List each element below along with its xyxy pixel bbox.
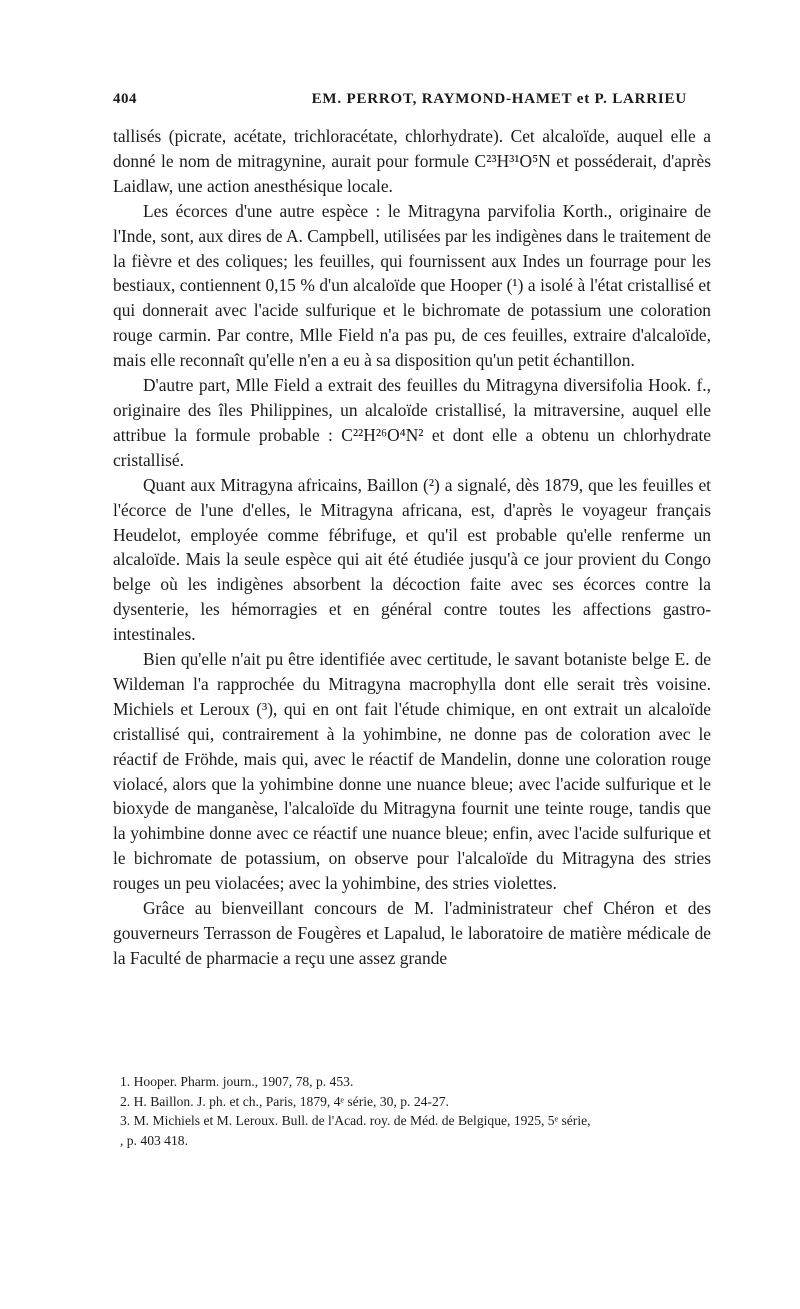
paragraph: D'autre part, Mlle Field a extrait des feuilles du Mitragyna diversifolia Hook. f., originaire des îles Philippines, un alcaloïde cristallisé, la mitraversine, auquel elle attribue la formule probable : C²²H²⁶O⁴N² et dont elle a obtenu un chlorhydrate cristallisé. — [113, 375, 711, 470]
footnote-continuation: , p. 403 418. — [120, 1132, 188, 1148]
page-number: 404 — [113, 91, 137, 107]
paragraph: Grâce au bienveillant concours de M. l'administrateur chef Chéron et des gouverneurs Terrasson de Fougères et Lapalud, le laboratoire de matière médicale de la Faculté de pharmacie a reçu une assez grande — [113, 898, 711, 968]
paragraph: tallisés (picrate, acétate, trichloracétate, chlorhydrate). Cet alcaloïde, auquel elle a donné le nom de mitragynine, aurait pour formule C²³H³¹O⁵N et posséderait, d'après Laidlaw, une action anesthésique locale. — [113, 126, 711, 196]
footnotes — [120, 1072, 710, 1150]
running-header — [113, 91, 687, 115]
body-text — [113, 124, 711, 971]
paragraph: Bien qu'elle n'ait pu être identifiée avec certitude, le savant botaniste belge E. de Wildeman l'a rapprochée du Mitragyna macrophylla dont elle serait très voisine. Michiels et Leroux (³), qui en ont fait l'étude chimique, en ont extrait un alcaloïde cristallisé qui, contrairement à la yohimbine, ne donne pas de coloration avec le réactif de Fröhde, mais qui, avec le réactif de Mandelin, donne une coloration rouge violacé, alors que la yohimbine donne une nuance bleue; avec l'acide sulfurique et le bioxyde de manganèse, l'alcaloïde du Mitragyna fournit une teinte rouge, tandis que la yohimbine donne avec ce réactif une nuance bleue; enfin, avec l'acide sulfurique et le bichromate de potassium, on observe pour l'alcaloïde du Mitragyna des stries rouges un peu violacées; avec la yohimbine, des stries violettes. — [113, 649, 711, 894]
footnote: 2. H. Baillon. J. ph. et ch., Paris, 1879, 4ᵉ série, 30, p. 24-27. — [120, 1093, 449, 1109]
footnote: 1. Hooper. Pharm. journ., 1907, 78, p. 453. — [120, 1074, 354, 1089]
paragraph: Les écorces d'une autre espèce : le Mitragyna parvifolia Korth., originaire de l'Inde, sont, aux dires de A. Campbell, utilisées par les indigènes dans le traitement de la fièvre et des coliques; les feuilles, qui fournissent aux Indes un fourrage pour les bestiaux, contiennent 0,15 % d'un alcaloïde que Hooper (¹) a isolé à l'état cristallisé et qui donnerait avec l'acide sulfurique et le bichromate de potassium une coloration rouge carmin. Par contre, Mlle Field n'a pas pu, de ces feuilles, extraire d'alcaloïde, mais elle reconnaît qu'elle n'en a eu à sa disposition qu'un petit échantillon. — [113, 200, 711, 371]
running-head-authors: EM. PERROT, RAYMOND-HAMET et P. LARRIEU — [311, 91, 687, 107]
paragraph: Quant aux Mitragyna africains, Baillon (²) a signalé, dès 1879, que les feuilles et l'écorce de l'une d'elles, le Mitragyna africana, est, d'après le voyageur français Heudelot, employée comme fébrifuge, et qu'il est probable qu'elle renferme un alcaloïde. Mais la seule espèce qui ait été étudiée jusqu'à ce jour provient du Congo belge où les indigènes absorbent la décoction faite avec ses écorces contre la dysenterie, les hémorragies et en général contre toutes les affections gastro-intestinales. — [113, 474, 711, 645]
footnote: 3. M. Michiels et M. Leroux. Bull. de l'Acad. roy. de Méd. de Belgique, 1925, 5ᵉ série, — [120, 1113, 591, 1128]
